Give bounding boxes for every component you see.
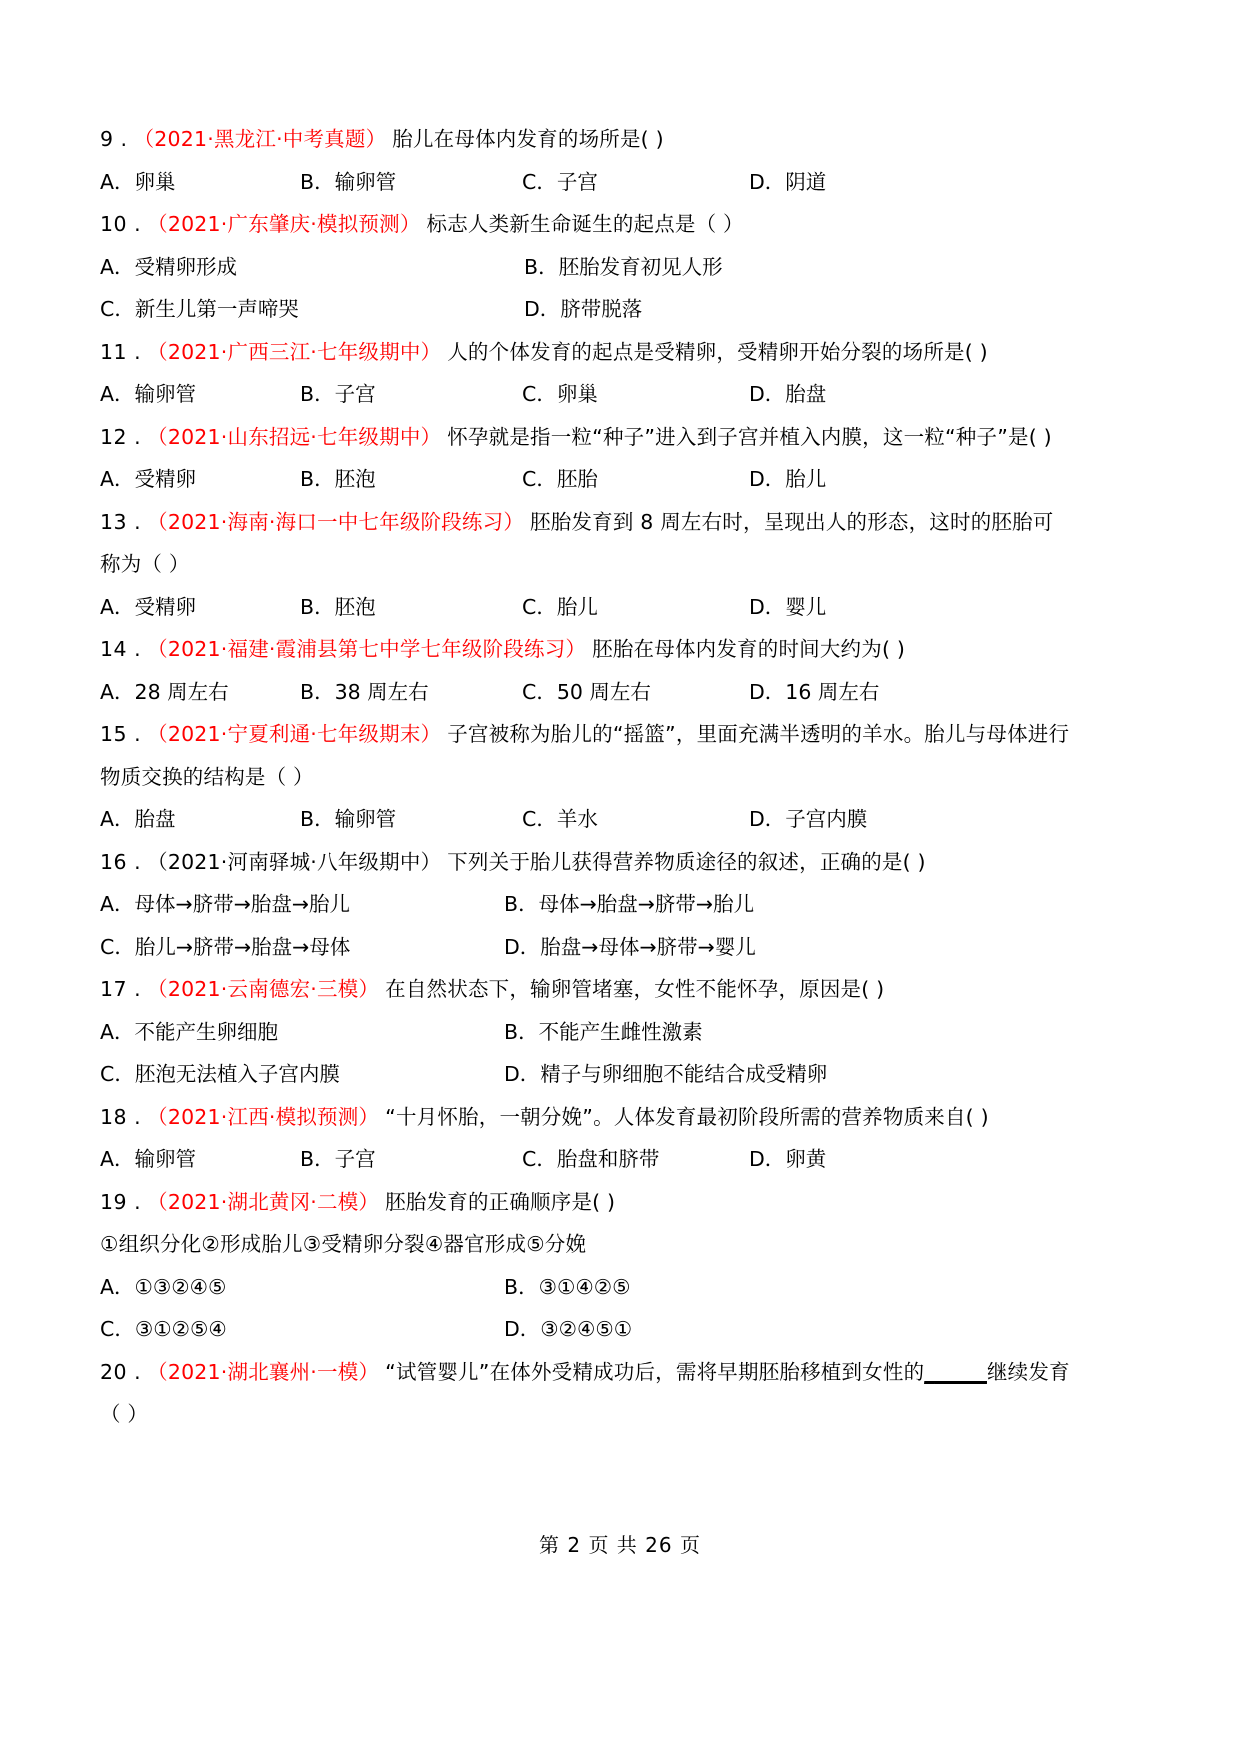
option-b: B．子宫 — [300, 1147, 376, 1171]
question-stem: 胚胎发育到 8 周左右时，呈现出人的形态，这时的胚胎可 — [530, 509, 1054, 534]
option-d: D．子宫内膜 — [749, 807, 868, 831]
question-stem: “十月怀胎，一朝分娩”。人体发育最初阶段所需的营养物质来自( ) — [385, 1104, 989, 1129]
question-sub-stem: ①组织分化②形成胎儿③受精卵分裂④器官形成⑤分娩 — [100, 1232, 587, 1256]
question-stem-line — [100, 628, 1120, 671]
question-stem-continuation: （ ） — [100, 1402, 149, 1426]
option-c: C．羊水 — [522, 807, 598, 831]
question-options — [100, 798, 1120, 841]
question-stem-line — [100, 1351, 1120, 1394]
option-c: C．胎盘和脐带 — [522, 1147, 660, 1171]
question-options — [100, 161, 1120, 204]
option-a: A．卵巢 — [100, 169, 176, 194]
option-b: B．子宫 — [300, 382, 376, 406]
question-number: 20 . — [100, 1359, 142, 1384]
option-c: C．胎儿 — [522, 594, 598, 619]
option-b: B．输卵管 — [300, 807, 397, 831]
question-options-row2 — [100, 288, 1120, 331]
question-stem: 下列关于胎儿获得营养物质途径的叙述，正确的是( ) — [447, 849, 926, 874]
question-number: 15 . — [100, 722, 142, 746]
question-stem: 标志人类新生命诞生的起点是（ ） — [426, 212, 744, 236]
option-d: D．③②④⑤① — [504, 1317, 633, 1341]
option-a: A．①③②④⑤ — [100, 1274, 227, 1299]
option-a: A．输卵管 — [100, 1147, 197, 1171]
option-d: D．脐带脱落 — [524, 297, 643, 321]
question-options-row2 — [100, 1053, 1120, 1096]
option-c: C．胎儿→脐带→胎盘→母体 — [100, 934, 351, 959]
question-block-12 — [100, 416, 1120, 501]
option-d: D．胎盘→母体→脐带→婴儿 — [504, 934, 756, 959]
question-source: （2021·海南·海口一中七年级阶段练习） — [147, 509, 525, 534]
question-block-18 — [100, 1096, 1120, 1181]
option-d: D．胎盘 — [749, 382, 827, 406]
option-d: D．胎儿 — [749, 467, 827, 491]
question-options-row2 — [100, 926, 1120, 969]
question-source: （2021·湖北黄冈·二模） — [147, 1189, 380, 1214]
question-block-14 — [100, 628, 1120, 713]
page-footer: 第 2 页 共 26 页 — [539, 1533, 701, 1557]
option-d: D．阴道 — [749, 169, 827, 194]
question-stem: 在自然状态下，输卵管堵塞，女性不能怀孕，原因是( ) — [385, 977, 885, 1001]
option-b: B．不能产生雌性激素 — [504, 1019, 703, 1044]
question-block-15 — [100, 713, 1120, 841]
question-stem-line — [100, 416, 1120, 459]
answer-blank[interactable]: ______ — [924, 1359, 987, 1384]
option-d: D．16 周左右 — [749, 679, 880, 704]
question-options-row1 — [100, 1011, 1120, 1054]
option-d: D．婴儿 — [749, 594, 827, 619]
question-stem-line — [100, 841, 1120, 884]
question-stem-line — [100, 203, 1120, 246]
option-a: A．受精卵形成 — [100, 254, 238, 279]
option-c: C．新生儿第一声啼哭 — [100, 297, 299, 321]
option-a: A．胎盘 — [100, 807, 176, 831]
option-d: D．精子与卵细胞不能结合成受精卵 — [504, 1062, 828, 1086]
question-options — [100, 1138, 1120, 1181]
option-b: B．胚泡 — [300, 594, 376, 619]
option-c: C．卵巢 — [522, 382, 598, 406]
question-block-13 — [100, 501, 1120, 629]
option-b: B．38 周左右 — [300, 679, 429, 704]
option-c: C．胚泡无法植入子宫内膜 — [100, 1062, 340, 1086]
option-b: B．胚胎发育初见人形 — [524, 254, 723, 279]
question-source: （2021·福建·霞浦县第七中学七年级阶段练习） — [147, 637, 587, 661]
question-source: （2021·湖北襄州·一模） — [147, 1359, 380, 1384]
question-block-16 — [100, 841, 1120, 969]
question-number: 10 . — [100, 212, 142, 236]
question-number: 14 . — [100, 637, 142, 661]
question-source: （2021·广东肇庆·模拟预测） — [147, 212, 421, 236]
question-source: （2021·宁夏利通·七年级期末） — [147, 722, 442, 746]
question-source: （2021·广西三江·七年级期中） — [147, 339, 442, 364]
question-options-row1 — [100, 246, 1120, 289]
question-block-17 — [100, 968, 1120, 1096]
option-a: A．母体→脐带→胎盘→胎儿 — [100, 892, 351, 916]
question-stem-line — [100, 331, 1120, 374]
option-a: A．受精卵 — [100, 467, 197, 491]
option-b: B．③①④②⑤ — [504, 1274, 631, 1299]
option-d: D．卵黄 — [749, 1147, 827, 1171]
question-number: 19 . — [100, 1189, 142, 1214]
question-number: 16 . — [100, 849, 142, 874]
question-options-row1 — [100, 1266, 1120, 1309]
option-a: A．输卵管 — [100, 382, 197, 406]
option-c: C．③①②⑤④ — [100, 1317, 227, 1341]
question-number: 13 . — [100, 509, 142, 534]
question-number: 9 . — [100, 127, 128, 151]
question-source: （2021·江西·模拟预测） — [147, 1104, 380, 1129]
option-c: C．50 周左右 — [522, 679, 651, 704]
question-stem: 胚胎在母体内发育的时间大约为( ) — [592, 637, 906, 661]
question-block-20 — [100, 1351, 1120, 1436]
option-c: C．子宫 — [522, 169, 598, 194]
option-b: B．母体→胎盘→脐带→胎儿 — [504, 892, 755, 916]
question-stem: 胎儿在母体内发育的场所是( ) — [392, 127, 664, 151]
option-a: A．不能产生卵细胞 — [100, 1019, 279, 1044]
option-b: B．胚泡 — [300, 467, 376, 491]
option-b: B．输卵管 — [300, 169, 397, 194]
question-options — [100, 586, 1120, 629]
question-options — [100, 458, 1120, 501]
question-options-row1 — [100, 883, 1120, 926]
question-stem-continuation: 物质交换的结构是（ ） — [100, 764, 314, 789]
question-number: 11 . — [100, 339, 142, 364]
question-block-19 — [100, 1181, 1120, 1351]
question-stem: 怀孕就是指一粒“种子”进入到子宫并植入内膜，这一粒“种子”是( ) — [447, 424, 1052, 449]
question-stem-continuation: 称为（ ） — [100, 552, 190, 576]
option-a: A．受精卵 — [100, 594, 197, 619]
question-stem-line — [100, 1096, 1120, 1139]
question-stem-line — [100, 118, 1120, 161]
question-stem: 人的个体发育的起点是受精卵，受精卵开始分裂的场所是( ) — [447, 339, 988, 364]
question-options-row2 — [100, 1308, 1120, 1351]
question-block-10 — [100, 203, 1120, 331]
question-stem-line — [100, 501, 1120, 544]
question-source: （2021·河南驿城·八年级期中） — [147, 849, 442, 874]
question-stem: 子宫被称为胎儿的“摇篮”，里面充满半透明的羊水。胎儿与母体进行 — [447, 722, 1070, 746]
question-source: （2021·山东招远·七年级期中） — [147, 424, 442, 449]
question-stem-line — [100, 968, 1120, 1011]
question-stem: 胚胎发育的正确顺序是( ) — [385, 1189, 616, 1214]
question-source: （2021·云南德宏·三模） — [147, 977, 380, 1001]
question-block-11 — [100, 331, 1120, 416]
question-stem-pre: “试管婴儿”在体外受精成功后，需将早期胚胎移植到女性的 — [385, 1359, 925, 1384]
question-number: 17 . — [100, 977, 142, 1001]
question-number: 12 . — [100, 424, 142, 449]
question-block-9 — [100, 118, 1120, 203]
question-source: （2021·黑龙江·中考真题） — [133, 127, 387, 151]
option-c: C．胚胎 — [522, 467, 598, 491]
question-options — [100, 373, 1120, 416]
question-stem-line — [100, 713, 1120, 756]
question-stem-post: 继续发育 — [986, 1359, 1070, 1384]
question-stem-line — [100, 1181, 1120, 1224]
question-options — [100, 671, 1120, 714]
option-a: A．28 周左右 — [100, 679, 229, 704]
question-number: 18 . — [100, 1104, 142, 1129]
